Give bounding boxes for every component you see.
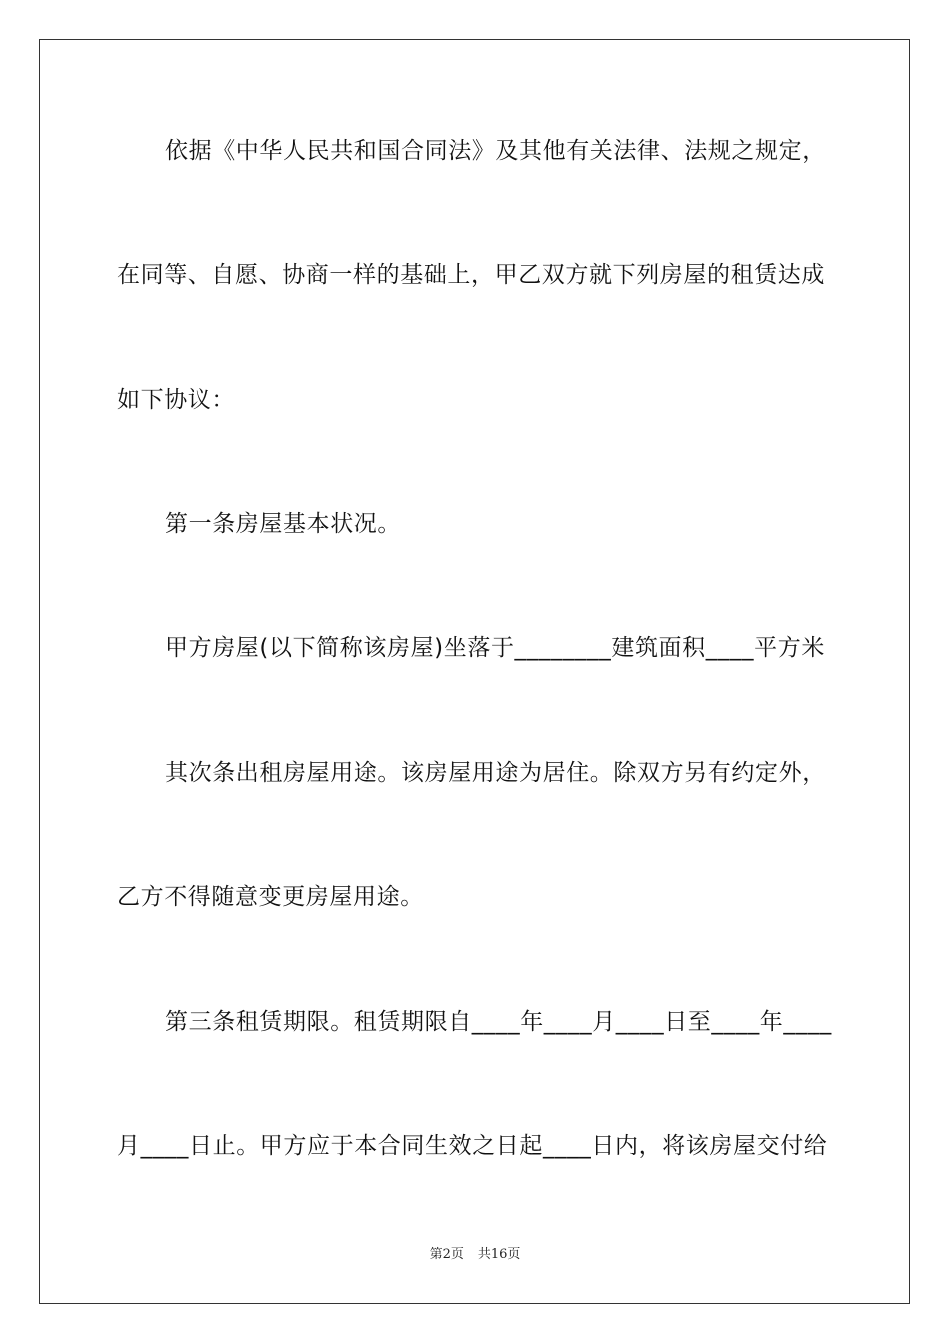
- paragraph-line-2: 在同等、自愿、协商一样的基础上，甲乙双方就下列房屋的租赁达成: [117, 262, 825, 288]
- page-number: 第2页: [429, 1247, 464, 1262]
- page-border: [39, 39, 910, 1304]
- article-3-text-line-1: 第三条租赁期限。租赁期限自____年____月____日至____年____: [165, 1009, 832, 1035]
- page-footer: [0, 1246, 950, 1264]
- article-1-text: 甲方房屋(以下简称该房屋)坐落于________建筑面积____平方米: [165, 635, 825, 661]
- article-3-text-line-2: 月____日止。甲方应于本合同生效之日起____日内，将该房屋交付给: [117, 1133, 828, 1159]
- paragraph-line-3: 如下协议：: [117, 387, 235, 413]
- article-2-text-line-1: 其次条出租房屋用途。该房屋用途为居住。除双方另有约定外，: [165, 760, 826, 786]
- page-total: 共16页: [477, 1247, 521, 1262]
- article-1-heading: 第一条房屋基本状况。: [165, 511, 401, 537]
- paragraph-line-1: 依据《中华人民共和国合同法》及其他有关法律、法规之规定，: [165, 138, 826, 164]
- article-2-text-line-2: 乙方不得随意变更房屋用途。: [117, 884, 424, 910]
